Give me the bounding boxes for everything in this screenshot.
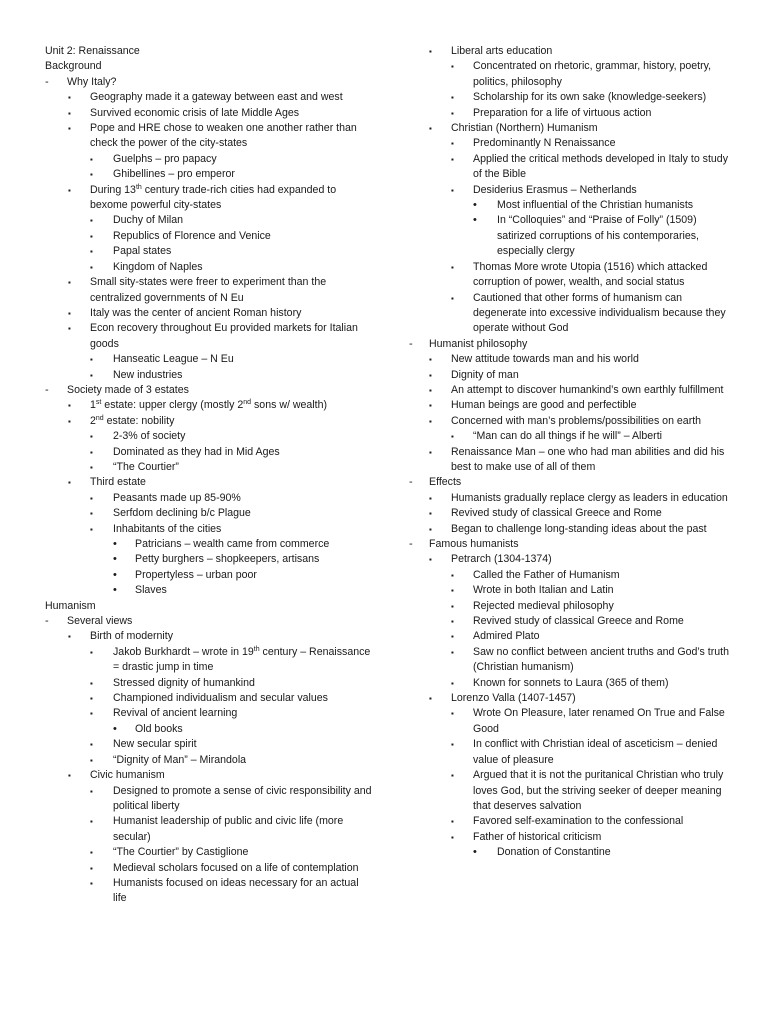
outline-item <box>409 629 731 644</box>
square-bullet-icon: ▪ <box>451 93 454 103</box>
outline-text: Several views <box>67 615 133 628</box>
square-bullet-icon: ▪ <box>68 108 71 118</box>
round-bullet-icon: • <box>113 553 117 566</box>
outline-text: During 13th century trade-rich cities had expanded to bexome powerful city-states <box>90 183 337 212</box>
square-bullet-icon: ▪ <box>429 447 432 457</box>
square-bullet-icon: ▪ <box>90 817 93 827</box>
outline-text: “The Courtier” <box>113 460 179 473</box>
square-bullet-icon: ▪ <box>90 524 93 534</box>
outline-text: Most influential of the Christian humanists <box>497 199 694 212</box>
outline-item <box>409 522 731 537</box>
square-bullet-icon: ▪ <box>429 493 432 503</box>
square-bullet-icon: ▪ <box>429 401 432 411</box>
square-bullet-icon: ▪ <box>451 586 454 596</box>
square-bullet-icon: ▪ <box>90 863 93 873</box>
outline-item <box>45 845 375 860</box>
square-bullet-icon: ▪ <box>90 231 93 241</box>
outline-text: Propertyless – urban poor <box>135 568 257 581</box>
square-bullet-icon: ▪ <box>68 93 71 103</box>
dash-bullet-icon: - <box>409 538 413 550</box>
round-bullet-icon: • <box>113 538 117 550</box>
square-bullet-icon: ▪ <box>90 709 93 719</box>
outline-text: Designed to promote a sense of civic responsibility and political liberty <box>113 784 372 812</box>
outline-text: In “Colloquies” and “Praise of Folly” (1509) satirized corruptions of his contemporaries, especially clergy <box>497 214 699 258</box>
outline-item <box>45 506 375 521</box>
outline-text: Preparation for a life of virtuous action <box>473 106 652 119</box>
outline-text: Papal states <box>113 245 172 258</box>
square-bullet-icon: ▪ <box>90 247 93 257</box>
outline-text: An attempt to discover humankind’s own earthly fulfillment <box>451 383 724 396</box>
outline-text: Petrarch (1304-1374) <box>451 553 552 566</box>
square-bullet-icon: ▪ <box>451 601 454 611</box>
outline-item <box>409 475 731 490</box>
square-bullet-icon: ▪ <box>451 817 454 827</box>
outline-text: Father of historical criticism <box>473 830 602 843</box>
outline-item <box>45 306 375 321</box>
outline-item <box>45 876 375 907</box>
round-bullet-icon: • <box>113 722 117 735</box>
square-bullet-icon: ▪ <box>451 632 454 642</box>
square-bullet-icon: ▪ <box>90 432 93 442</box>
square-bullet-icon: ▪ <box>68 771 71 781</box>
outline-item <box>45 768 375 783</box>
outline-item <box>45 152 375 167</box>
outline-item <box>409 106 731 121</box>
round-bullet-icon: • <box>113 568 117 581</box>
outline-item <box>409 121 731 136</box>
outline-item <box>45 568 375 583</box>
outline-item <box>409 676 731 691</box>
outline-item <box>45 753 375 768</box>
outline-text: “The Courtier” by Castiglione <box>113 846 249 859</box>
outline-item <box>45 737 375 752</box>
square-bullet-icon: ▪ <box>451 108 454 118</box>
outline-text: Christian (Northern) Humanism <box>451 122 598 135</box>
outline-text: Hanseatic League – N Eu <box>113 353 234 366</box>
outline-text: Applied the critical methods developed in Italy to study of the Bible <box>473 152 728 181</box>
square-bullet-icon: ▪ <box>90 355 93 365</box>
outline-text: Jakob Burkhardt – wrote in 19th century – Renaissance = drastic jump in time <box>113 645 371 674</box>
dash-bullet-icon: - <box>45 615 49 628</box>
outline-item <box>409 337 731 352</box>
outline-text: Championed individualism and secular values <box>113 692 328 705</box>
square-bullet-icon: ▪ <box>451 771 454 781</box>
outline-item <box>45 491 375 506</box>
outline-text: Saw no conflict between ancient truths and God’s truth (Christian humanism) <box>473 645 729 674</box>
outline-item <box>45 90 375 105</box>
outline-item <box>45 275 375 306</box>
outline-text: Effects <box>429 476 462 489</box>
outline-item <box>409 768 731 814</box>
outline-text: Why Italy? <box>67 75 117 88</box>
square-bullet-icon: ▪ <box>68 278 71 288</box>
outline-item <box>409 260 731 291</box>
round-bullet-icon: • <box>473 199 477 212</box>
outline-item <box>45 676 375 691</box>
outline-text: Desiderius Erasmus – Netherlands <box>473 183 637 196</box>
outline-item <box>409 291 731 337</box>
outline-text: Peasants made up 85-90% <box>113 491 241 504</box>
outline-item <box>45 445 375 460</box>
outline-item <box>45 183 375 214</box>
square-bullet-icon: ▪ <box>90 740 93 750</box>
outline-text: Liberal arts education <box>451 45 553 57</box>
outline-text: Scholarship for its own sake (knowledge-seekers) <box>473 91 707 104</box>
square-bullet-icon: ▪ <box>429 355 432 365</box>
outline-text: Rejected medieval philosophy <box>473 599 614 612</box>
outline-text: Pope and HRE chose to weaken one another rather than check the power of the city-states <box>90 122 357 150</box>
outline-text: Birth of modernity <box>90 630 174 643</box>
outline-item <box>409 152 731 183</box>
outline-text: Survived economic crisis of late Middle Ages <box>90 106 300 119</box>
square-bullet-icon: ▪ <box>429 370 432 380</box>
outline-heading <box>45 44 375 59</box>
outline-item <box>409 491 731 506</box>
outline-item <box>45 75 375 90</box>
outline-text: 1st estate: upper clergy (mostly 2nd sons w/ wealth) <box>90 399 328 412</box>
square-bullet-icon: ▪ <box>90 170 93 180</box>
outline-item <box>409 691 731 706</box>
square-bullet-icon: ▪ <box>90 878 93 888</box>
dash-bullet-icon: - <box>409 337 413 350</box>
outline-item <box>45 784 375 815</box>
square-bullet-icon: ▪ <box>451 570 454 580</box>
outline-item <box>45 460 375 475</box>
outline-text: Lorenzo Valla (1407-1457) <box>451 692 576 705</box>
outline-text: Serfdom declining b/c Plague <box>113 507 251 520</box>
square-bullet-icon: ▪ <box>90 848 93 858</box>
outline-item <box>409 398 731 413</box>
square-bullet-icon: ▪ <box>451 678 454 688</box>
outline-text: Wrote in both Italian and Latin <box>473 584 614 597</box>
outline-text: Wrote On Pleasure, later renamed On True and False Good <box>473 707 725 735</box>
outline-text: Unit 2: Renaissance <box>45 45 140 57</box>
outline-text: Admired Plato <box>473 630 540 643</box>
outline-item <box>409 445 731 476</box>
outline-item <box>409 537 731 552</box>
outline-text: Ghibellines – pro emperor <box>113 168 235 181</box>
outline-item <box>45 629 375 644</box>
outline-text: 2-3% of society <box>113 430 186 443</box>
outline-text: Known for sonnets to Laura (365 of them) <box>473 676 669 689</box>
square-bullet-icon: ▪ <box>90 493 93 503</box>
outline-item <box>45 352 375 367</box>
left-column <box>45 44 375 907</box>
outline-item <box>409 599 731 614</box>
outline-item <box>409 645 731 676</box>
dash-bullet-icon: - <box>409 476 413 489</box>
square-bullet-icon: ▪ <box>90 462 93 472</box>
square-bullet-icon: ▪ <box>90 509 93 519</box>
outline-text: Dominated as they had in Mid Ages <box>113 445 280 458</box>
outline-item <box>45 706 375 721</box>
square-bullet-icon: ▪ <box>451 262 454 272</box>
outline-item <box>45 537 375 552</box>
outline-item <box>409 614 731 629</box>
outline-text: Famous humanists <box>429 538 519 550</box>
outline-text: Third estate <box>90 476 146 489</box>
outline-item <box>45 722 375 737</box>
square-bullet-icon: ▪ <box>429 509 432 519</box>
square-bullet-icon: ▪ <box>90 694 93 704</box>
right-column <box>409 44 731 861</box>
outline-item <box>409 368 731 383</box>
square-bullet-icon: ▪ <box>68 324 71 334</box>
outline-text: Called the Father of Humanism <box>473 568 620 581</box>
square-bullet-icon: ▪ <box>429 416 432 426</box>
outline-item <box>45 321 375 352</box>
outline-text: Dignity of man <box>451 368 519 381</box>
square-bullet-icon: ▪ <box>451 62 454 72</box>
outline-text: New secular spirit <box>113 738 197 751</box>
outline-text: Human beings are good and perfectible <box>451 399 637 412</box>
outline-text: Republics of Florence and Venice <box>113 229 271 242</box>
outline-item <box>409 506 731 521</box>
outline-item <box>45 121 375 152</box>
square-bullet-icon: ▪ <box>451 709 454 719</box>
outline-item <box>409 568 731 583</box>
outline-text: Background <box>45 60 102 73</box>
dash-bullet-icon: - <box>45 75 49 88</box>
outline-text: Italy was the center of ancient Roman history <box>90 306 302 319</box>
outline-item <box>45 414 375 429</box>
outline-text: Patricians – wealth came from commerce <box>135 538 330 550</box>
outline-text: Predominantly N Renaissance <box>473 137 616 150</box>
outline-text: 2nd estate: nobility <box>90 414 175 427</box>
square-bullet-icon: ▪ <box>451 185 454 195</box>
outline-text: Renaissance Man – one who had man abilities and did his best to make use of all of them <box>451 445 725 473</box>
outline-item <box>45 583 375 598</box>
square-bullet-icon: ▪ <box>451 432 454 442</box>
outline-item <box>409 44 731 59</box>
outline-item <box>45 614 375 629</box>
outline-item <box>45 398 375 413</box>
outline-text: “Dignity of Man” – Mirandola <box>113 753 247 766</box>
square-bullet-icon: ▪ <box>68 308 71 318</box>
outline-text: Slaves <box>135 584 167 597</box>
outline-item <box>45 429 375 444</box>
outline-text: Concentrated on rhetoric, grammar, history, poetry, politics, philosophy <box>473 60 712 88</box>
outline-text: Concerned with man’s problems/possibilities on earth <box>451 414 702 427</box>
outline-text: Humanists focused on ideas necessary for an actual life <box>113 876 359 905</box>
outline-item <box>45 691 375 706</box>
square-bullet-icon: ▪ <box>429 555 432 565</box>
outline-item <box>409 183 731 198</box>
outline-item <box>409 136 731 151</box>
outline-item <box>45 861 375 876</box>
outline-text: Econ recovery throughout Eu provided markets for Italian goods <box>90 322 358 350</box>
square-bullet-icon: ▪ <box>68 401 71 411</box>
outline-text: Thomas More wrote Utopia (1516) which attacked corruption of power, wealth, and social status <box>473 260 708 289</box>
outline-item <box>45 167 375 182</box>
square-bullet-icon: ▪ <box>90 370 93 380</box>
outline-text: Revived study of classical Greece and Rome <box>473 615 684 628</box>
square-bullet-icon: ▪ <box>451 139 454 149</box>
square-bullet-icon: ▪ <box>451 740 454 750</box>
outline-text: Stressed dignity of humankind <box>113 676 255 689</box>
outline-item <box>409 814 731 829</box>
square-bullet-icon: ▪ <box>90 647 93 657</box>
outline-text: Donation of Constantine <box>497 846 611 859</box>
square-bullet-icon: ▪ <box>451 293 454 303</box>
outline-item <box>45 368 375 383</box>
outline-item <box>409 552 731 567</box>
dash-bullet-icon: - <box>45 383 49 396</box>
outline-text: Humanism <box>45 599 96 612</box>
outline-text: Civic humanism <box>90 769 165 782</box>
outline-item <box>45 475 375 490</box>
square-bullet-icon: ▪ <box>90 154 93 164</box>
outline-item <box>45 552 375 567</box>
outline-text: Humanists gradually replace clergy as leaders in education <box>451 491 728 504</box>
square-bullet-icon: ▪ <box>90 447 93 457</box>
round-bullet-icon: • <box>473 846 477 859</box>
outline-item <box>409 830 731 845</box>
square-bullet-icon: ▪ <box>429 385 432 395</box>
square-bullet-icon: ▪ <box>68 478 71 488</box>
outline-text: New industries <box>113 368 183 381</box>
outline-text: Humanist leadership of public and civic life (more secular) <box>113 815 344 843</box>
outline-text: Medieval scholars focused on a life of contemplation <box>113 861 359 874</box>
outline-item <box>45 229 375 244</box>
square-bullet-icon: ▪ <box>429 47 432 56</box>
outline-item <box>409 383 731 398</box>
outline-item <box>45 244 375 259</box>
square-bullet-icon: ▪ <box>451 832 454 842</box>
outline-item <box>409 414 731 429</box>
outline-text: Argued that it is not the puritanical Christian who truly loves God, but the striving seeker of deeper meaning that deserves salvation <box>473 769 724 812</box>
outline-text: In conflict with Christian ideal of asceticism – denied value of pleasure <box>473 738 718 766</box>
square-bullet-icon: ▪ <box>90 755 93 765</box>
outline-item <box>409 59 731 90</box>
square-bullet-icon: ▪ <box>451 617 454 627</box>
square-bullet-icon: ▪ <box>451 154 454 164</box>
outline-text: Small sity-states were freer to experiment than the centralized governments of N Eu <box>90 276 327 304</box>
outline-text: Cautioned that other forms of humanism can degenerate into excessive individualism because they operate without God <box>473 291 726 335</box>
square-bullet-icon: ▪ <box>68 416 71 426</box>
square-bullet-icon: ▪ <box>68 632 71 642</box>
outline-text: Geography made it a gateway between east and west <box>90 91 343 104</box>
outline-text: Revived study of classical Greece and Rome <box>451 507 662 520</box>
outline-item <box>45 213 375 228</box>
outline-text: Began to challenge long-standing ideas about the past <box>451 522 707 535</box>
round-bullet-icon: • <box>113 584 117 597</box>
square-bullet-icon: ▪ <box>90 678 93 688</box>
outline-text: Old books <box>135 722 183 735</box>
outline-text: Society made of 3 estates <box>67 383 189 396</box>
outline-item <box>45 260 375 275</box>
square-bullet-icon: ▪ <box>68 185 71 195</box>
outline-text: Favored self-examination to the confessional <box>473 815 684 828</box>
outline-item <box>45 645 375 676</box>
outline-text: Petty burghers – shopkeepers, artisans <box>135 553 320 566</box>
square-bullet-icon: ▪ <box>90 262 93 272</box>
outline-text: Guelphs – pro papacy <box>113 152 217 165</box>
outline-item <box>409 706 731 737</box>
outline-item <box>409 429 731 444</box>
outline-item <box>409 583 731 598</box>
outline-text: Duchy of Milan <box>113 214 184 227</box>
square-bullet-icon: ▪ <box>451 647 454 657</box>
outline-text: “Man can do all things if he will” – Alberti <box>473 430 663 443</box>
outline-item <box>45 383 375 398</box>
outline-item <box>409 737 731 768</box>
outline-heading <box>45 59 375 74</box>
square-bullet-icon: ▪ <box>429 124 432 134</box>
square-bullet-icon: ▪ <box>429 524 432 534</box>
square-bullet-icon: ▪ <box>68 124 71 134</box>
round-bullet-icon: • <box>473 214 477 227</box>
outline-item <box>409 213 731 259</box>
outline-text: Humanist philosophy <box>429 337 528 350</box>
outline-item <box>45 814 375 845</box>
outline-item <box>409 198 731 213</box>
outline-item <box>45 106 375 121</box>
square-bullet-icon: ▪ <box>429 694 432 704</box>
outline-heading <box>45 599 375 614</box>
outline-text: Kingdom of Naples <box>113 260 203 273</box>
outline-text: New attitude towards man and his world <box>451 353 639 366</box>
outline-item <box>409 845 731 860</box>
outline-text: Revival of ancient learning <box>113 707 238 720</box>
outline-item <box>409 352 731 367</box>
square-bullet-icon: ▪ <box>90 786 93 796</box>
outline-text: Inhabitants of the cities <box>113 522 222 535</box>
outline-item <box>45 522 375 537</box>
square-bullet-icon: ▪ <box>90 216 93 226</box>
outline-item <box>409 90 731 105</box>
